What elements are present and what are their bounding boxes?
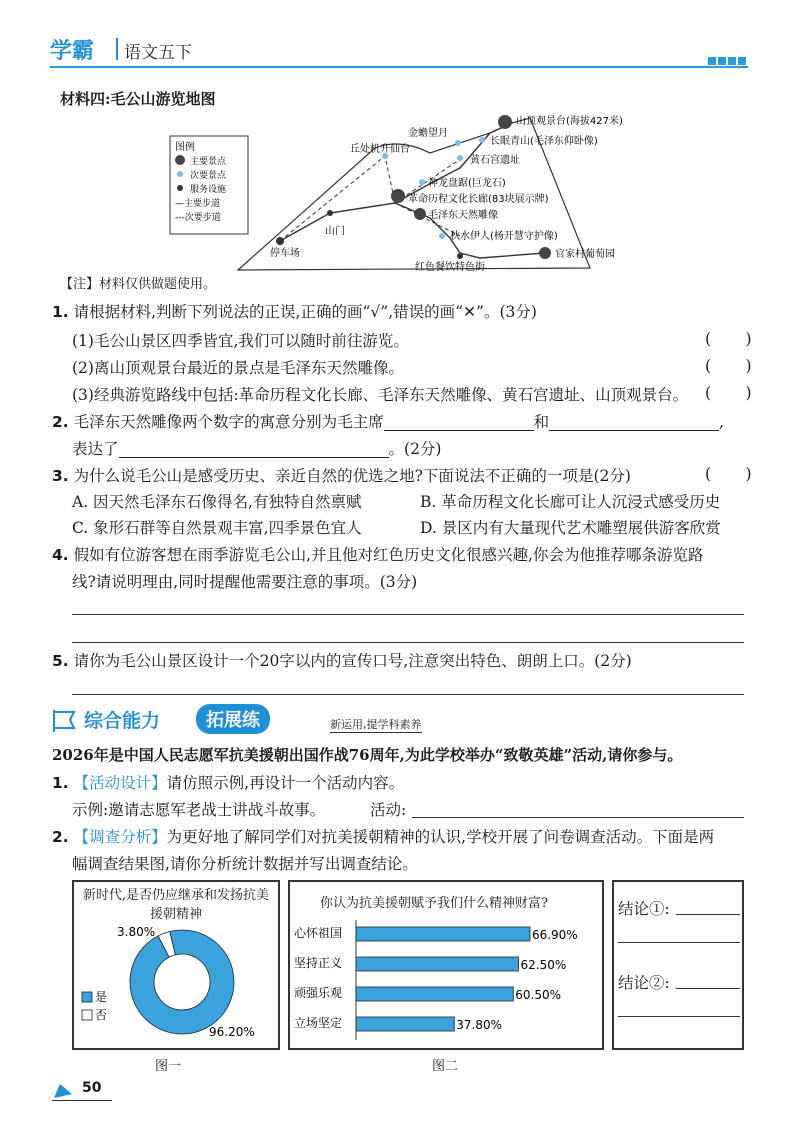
place-qiuniu: 丘处机升仙台 [350,144,410,155]
material-title: 材料四:毛公山游览地图 [60,90,216,108]
park-map [160,108,660,278]
bar-value-1: 62.50% [520,958,567,972]
activity-intro: 2026年是中国人民志愿军抗美援朝出国作战76周年,为此学校举办“致敬英雄”活动,请你参与。 [52,746,683,764]
act1-stem: 1. 【活动设计】请仿照示例,再设计一个活动内容。 [52,774,405,792]
conclusion-1-label: 结论①: [618,900,670,918]
q2-blank-1[interactable] [384,415,534,431]
section-badge: 拓展练 [196,704,270,734]
q1-answer-2[interactable]: ( ) [705,357,752,375]
act2-line1: 2. 【调查分析】为更好地了解同学们对抗美援朝精神的认识,学校开展了问卷调查活动。下面是两 [52,828,715,846]
q3-stem: 3. 为什么说毛公山是感受历史、亲近自然的优选之地?下面说法不正确的一项是(2分) [52,467,631,485]
q4-answer-line-2[interactable] [72,642,744,643]
q3-option-d[interactable]: D. 景区内有大量现代艺术雕塑展供游客欣赏 [420,519,721,537]
q2-blank-2[interactable] [549,415,719,431]
legend-minor: 次要景点 [190,171,227,181]
place-geming: 革命历程文化长廊(83块展示牌) [408,194,549,205]
bar-value-2: 60.50% [515,988,562,1002]
legend-service-icon [177,185,183,191]
bar-0 [356,927,530,941]
conclusion-1-line-b[interactable] [618,942,740,943]
q4-answer-line-1[interactable] [72,614,744,615]
place-jinchan: 金蟾望月 [408,128,448,139]
q1-stem: 1. 请根据材料,判断下列说法的正误,正确的画“√”,错误的画“✕”。(3分) [52,303,537,321]
pencil-icon [52,1080,78,1100]
act2-line2: 幅调查结果图,请你分析统计数据并写出调查结论。 [72,855,418,873]
q1-answer-1[interactable]: ( ) [705,330,752,348]
legend-minor-trail: ---次要步道 [175,213,221,223]
section-subtitle: 新运用,提学科素养 [330,718,422,731]
act1-label: 活动: [370,801,407,819]
page-number: 50 [82,1080,102,1096]
legend-minor-icon [177,171,183,177]
legend-major-icon [175,155,185,165]
brand-logo: 学霸 [50,39,95,64]
section-title: 综合能力 [84,710,161,732]
conclusion-1-line-a[interactable] [676,914,740,915]
bar-value-3: 37.80% [456,1018,503,1032]
q1-answer-3[interactable]: ( ) [705,384,752,402]
summit-marker [498,115,512,129]
q5-stem: 5. 请你为毛公山景区设计一个20字以内的宣传口号,注意突出特色、朗朗上口。(2分) [52,652,632,670]
q5-answer-line[interactable] [72,694,744,695]
chart-1-label-no-value: 3.80% [117,925,156,939]
bar-label-2: 顽强乐观 [294,986,343,1000]
place-restaurant: 红色餐饮特色街 [415,262,485,273]
legend-main-trail: —主要步道 [175,199,221,209]
footer-rule [52,1100,112,1101]
bar-label-1: 坚持正义 [294,956,343,970]
place-shenlong: 神龙盘踞(巨龙石) [428,178,506,189]
place-parking: 停车场 [270,248,300,259]
act1-answer-line[interactable] [412,817,744,818]
chart-1-label-yes-value: 96.20% [209,1025,255,1039]
place-changmian: 长眠青山(毛泽东仰卧像) [490,136,598,147]
bar-label-3: 立场坚定 [294,1016,343,1030]
legend-service: 服务设施 [190,185,227,195]
chart-2-caption: 图二 [432,1059,459,1074]
header-divider [116,38,118,60]
q4-line2: 线?请说明理由,同时提醒他需要注意的事项。(3分) [72,573,418,591]
chart-1-caption: 图一 [155,1059,182,1074]
conclusion-2-label: 结论②: [618,974,670,992]
place-shanmen: 山门 [325,226,345,237]
bar-3 [356,1017,454,1031]
chart-1-title: 新时代,是否仍应继承和发扬抗美援朝精神 [82,888,270,922]
place-qiushui: 秋水伊人(杨开慧守护像) [450,231,558,242]
conclusion-2-line-b[interactable] [618,1016,740,1017]
material-note: 【注】材料仅供做题使用。 [60,277,217,292]
q3-answer[interactable]: ( ) [705,465,752,483]
bar-2 [356,987,513,1001]
q1-item-1: (1)毛公山景区四季皆宜,我们可以随时前往游览。 [72,332,409,350]
place-huangshi: 黄石宫遗址 [470,155,520,166]
q2-line1: 2. 毛泽东天然雕像两个数字的寓意分别为毛主席 和 , [52,413,725,431]
q1-item-2: (2)离山顶观景台最近的景点是毛泽东天然雕像。 [72,359,404,377]
conclusion-2-line-a[interactable] [676,988,740,989]
legend-no-swatch [82,1010,92,1020]
chart-2-bars [288,915,604,1050]
legend-major: 主要景点 [190,157,227,167]
chart-2-title: 你认为抗美援朝赋予我们什么精神财富? [320,896,548,911]
legend-yes: 是 [95,990,108,1004]
donut-slice-0 [130,930,234,1034]
chart-1-donut [72,920,280,1050]
q2-blank-3[interactable] [119,442,389,458]
place-summit: 山顶观景台(海拔427米) [516,116,623,127]
q3-option-a[interactable]: A. 因天然毛泽东石像得名,有独特自然禀赋 [72,493,362,511]
bar-label-0: 心怀祖国 [294,926,343,940]
legend-yes-swatch [82,992,92,1002]
q3-option-b[interactable]: B. 革命历程文化长廊可让人沉浸式感受历史 [420,493,721,511]
bar-1 [356,957,519,971]
flag-icon [50,708,80,732]
header-rule [50,66,748,68]
q2-line2: 表达了 。(2分) [72,440,442,458]
q1-item-3: (3)经典游览路线中包括:革命历程文化长廊、毛泽东天然雕像、黄石宫遗址、山顶观景台。 [72,386,689,404]
q3-option-c[interactable]: C. 象形石群等自然景观丰富,四季景色宜人 [72,519,362,537]
place-grape: 官家村葡萄园 [555,249,615,260]
act1-example: 示例:邀请志愿军老战士讲战斗故事。 [72,801,326,819]
book-title: 语文五下 [124,43,192,63]
place-statue: 毛泽东天然雕像 [428,210,498,221]
q4-line1: 4. 假如有位游客想在雨季游览毛公山,并且他对红色历史文化很感兴趣,你会为他推荐哪条游览路 [52,546,704,564]
legend-title: 图例 [175,142,195,153]
legend-no: 否 [95,1008,108,1022]
bar-value-0: 66.90% [531,928,578,942]
